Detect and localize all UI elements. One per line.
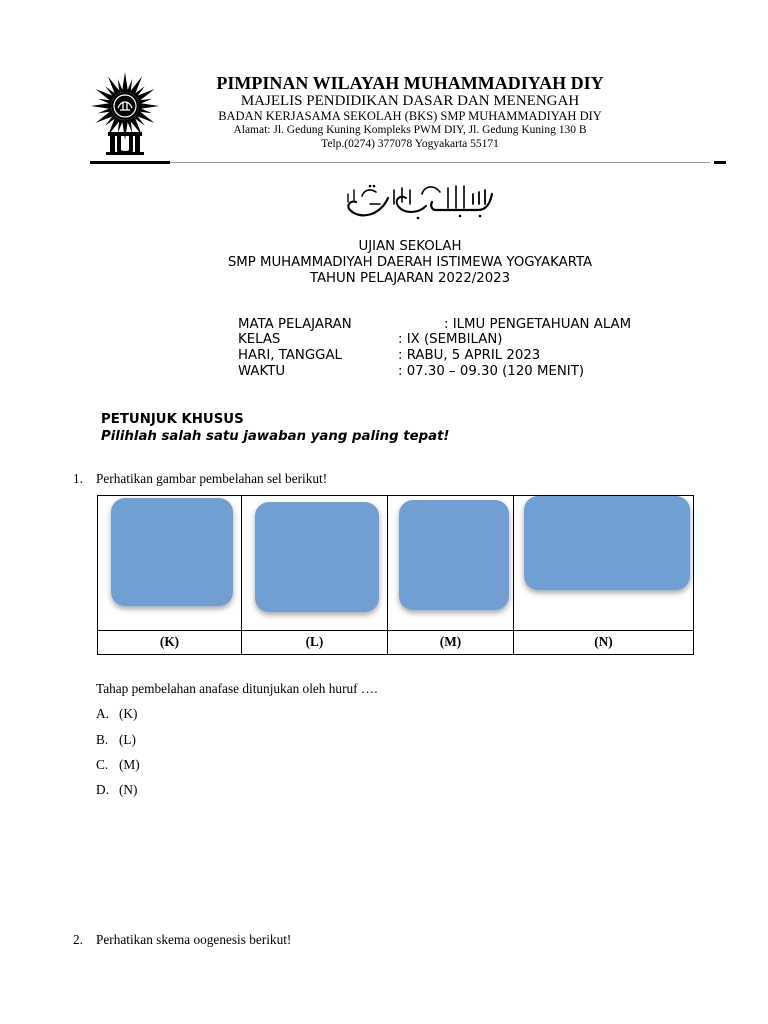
- image-placeholder-m: [399, 500, 509, 610]
- instructions-heading: PETUNJUK KHUSUS: [101, 412, 244, 427]
- option-text: (M): [119, 757, 140, 772]
- exam-year: TAHUN PELAJARAN 2022/2023: [309, 271, 511, 286]
- option-text: (N): [119, 782, 138, 797]
- question-text: Perhatikan gambar pembelahan sel berikut!: [96, 471, 328, 486]
- question-number: 1.: [73, 471, 83, 486]
- image-label-m: (M): [439, 634, 462, 649]
- answer-option-a: [96, 706, 137, 722]
- answer-option-b: [96, 732, 136, 748]
- answer-option-c: [96, 757, 140, 773]
- image-label-n: (N): [594, 634, 613, 649]
- instructions-text: Pilihlah salah satu jawaban yang paling tepat!: [101, 429, 450, 444]
- exam-title: UJIAN SEKOLAH: [358, 239, 462, 254]
- bismillah-calligraphy-icon: [340, 180, 504, 224]
- letterhead-agency: BADAN KERJASAMA SEKOLAH (BKS) SMP MUHAMMADIYAH DIY: [218, 109, 602, 123]
- letterhead-divider-right: [714, 161, 726, 164]
- letterhead-divider: [90, 162, 710, 163]
- option-letter: A.: [96, 706, 109, 721]
- muhammadiyah-logo-icon: [88, 70, 162, 156]
- option-letter: B.: [96, 732, 109, 747]
- image-placeholder-k: [111, 498, 233, 606]
- letterhead-phone: Telp.(0274) 377078 Yogyakarta 55171: [321, 138, 499, 150]
- letterhead-org: PIMPINAN WILAYAH MUHAMMADIYAH DIY: [216, 73, 604, 93]
- answer-option-d: [96, 782, 137, 798]
- exam-school: SMP MUHAMMADIYAH DAERAH ISTIMEWA YOGYAKARTA: [227, 255, 593, 270]
- info-label: KELAS: [238, 332, 281, 347]
- info-row: [238, 364, 585, 379]
- table-divider: [98, 630, 693, 631]
- cell-division-image-table: [97, 495, 694, 655]
- image-placeholder-l: [255, 502, 379, 612]
- question-stem: Tahap pembelahan anafase ditunjukan oleh huruf ….: [96, 681, 378, 696]
- info-value: : RABU, 5 APRIL 2023: [398, 348, 541, 363]
- info-label: HARI, TANGGAL: [238, 348, 342, 363]
- info-row: [238, 332, 503, 347]
- info-value: : IX (SEMBILAN): [398, 332, 503, 347]
- image-label-l: (L): [305, 634, 324, 649]
- letterhead-council: MAJELIS PENDIDIKAN DASAR DAN MENENGAH: [240, 93, 580, 109]
- info-value: : ILMU PENGETAHUAN ALAM: [444, 317, 632, 332]
- info-row: [238, 348, 541, 363]
- info-value: : 07.30 – 09.30 (120 MENIT): [398, 364, 585, 379]
- letterhead-divider-left: [90, 161, 170, 164]
- letterhead-address: Alamat: Jl. Gedung Kuning Kompleks PWM DIY, Jl. Gedung Kuning 130 B: [233, 124, 587, 136]
- option-letter: D.: [96, 782, 109, 797]
- info-row: [238, 317, 632, 332]
- question-text: Perhatikan skema oogenesis berikut!: [96, 932, 292, 947]
- question-number: 2.: [73, 932, 83, 947]
- image-placeholder-n: [524, 496, 690, 590]
- image-label-k: (K): [159, 634, 180, 649]
- option-text: (K): [119, 706, 138, 721]
- option-letter: C.: [96, 757, 109, 772]
- info-label: MATA PELAJARAN: [238, 317, 352, 332]
- info-label: WAKTU: [238, 364, 286, 379]
- option-text: (L): [119, 732, 136, 747]
